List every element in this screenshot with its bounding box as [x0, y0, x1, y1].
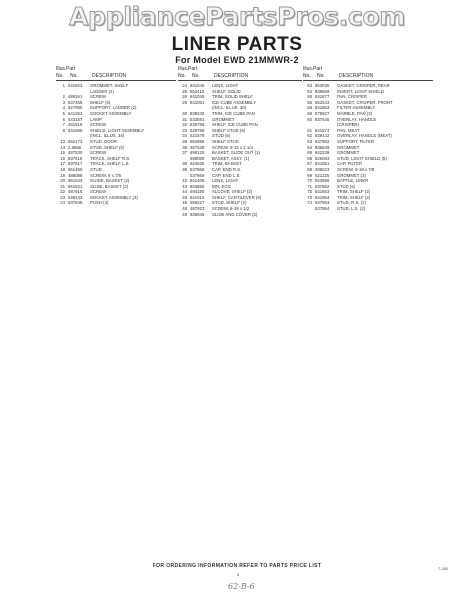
header-rule [303, 80, 433, 81]
part-number: 836546 [190, 211, 205, 217]
illus-number: 55 [307, 94, 312, 100]
part-number: 841046 [190, 83, 205, 88]
handwritten-note: 62-B-6 [228, 582, 255, 591]
illus-number: 18 [60, 166, 65, 172]
illus-number: 15 [60, 150, 65, 156]
part-description: BASKET, ASSY. (1) [212, 155, 250, 161]
part-description: SHIELD, LIGHT ASSEMBLY [90, 127, 145, 133]
part-number: 837902 [315, 138, 330, 144]
illus-number: 74 [307, 200, 312, 206]
header-description: DESCRIPTION [214, 73, 249, 79]
header-illus: Illus. [56, 66, 67, 72]
illus-number: 48 [182, 206, 187, 212]
part-description: TRACK, SHELF R.S. [90, 155, 131, 161]
part-description: (CRISPER) [337, 122, 359, 128]
part-description: PUSH (3) [90, 200, 109, 206]
column-header [178, 66, 302, 83]
illus-number: 8 [62, 127, 65, 133]
header-description: DESCRIPTION [92, 73, 127, 79]
part-description: OVERLAY, HANDLE [337, 116, 377, 122]
illus-number: 56 [307, 99, 312, 105]
part-number: 541253 [68, 110, 83, 116]
header-part: Part [188, 66, 198, 72]
part-number: 584996 [190, 138, 205, 144]
illus-number: 21 [60, 183, 65, 189]
table-row [56, 200, 176, 206]
part-description: (INCL. ILLUS. 30) [212, 105, 247, 111]
part-number: 527065 [68, 105, 83, 111]
part-number: 541065 [68, 127, 83, 133]
illus-number: 38 [182, 161, 187, 167]
header-rule [56, 80, 176, 81]
part-description: SUPPORT, FILTER [337, 138, 375, 144]
part-description: SCREW, 8-15 x 1 1/4 [212, 144, 253, 150]
part-description: SHELF, SOLID [212, 88, 241, 94]
illus-number: 24 [182, 83, 187, 88]
illus-number: 35 [182, 138, 187, 144]
parts-list [303, 83, 433, 212]
part-description: SHELF STUD (6) [212, 127, 246, 133]
part-number: 488161 [68, 94, 83, 100]
part-description: TRIM, BASKET [212, 161, 242, 167]
part-description: BAFFLE, LINER [337, 178, 369, 184]
part-number: 839442 [315, 133, 330, 139]
illus-number: 49 [182, 211, 187, 217]
illus-number: 71 [307, 183, 312, 189]
illus-number: 68 [307, 166, 312, 172]
part-description: BIN, EGG [212, 183, 232, 189]
part-number: 537864 [315, 206, 330, 212]
part-number: 651460 [68, 166, 83, 172]
header-no: No. [303, 73, 311, 79]
table-row [303, 206, 433, 212]
part-description: SHELF STUD [212, 138, 239, 144]
part-description: BASKET, SLIDE OUT (1) [212, 150, 260, 156]
header-part: Part [313, 66, 323, 72]
illus-number: 4 [62, 105, 65, 111]
header-no: No. [56, 73, 64, 79]
header-description: DESCRIPTION [339, 73, 374, 79]
part-description: ICE CUBE ASSEMBLY [212, 99, 257, 105]
illus-number: 32 [182, 122, 187, 128]
illus-number: 24 [60, 200, 65, 206]
part-number: 841051 [190, 99, 205, 105]
illus-number: 46 [182, 200, 187, 206]
part-number: 481916 [68, 122, 83, 128]
illus-number: 44 [182, 189, 187, 195]
part-number: 579627 [315, 110, 330, 116]
part-description: PAN, MEAT [337, 127, 360, 133]
part-description: INSERT, LIGHT SHIELD [337, 88, 384, 94]
part-number: 841877 [315, 94, 330, 100]
part-description: STUD, SHELF (5) [90, 144, 125, 150]
part-description: (INCL. ILLUS. 34) [90, 133, 125, 139]
part-number: 526083 [315, 155, 330, 161]
part-description: SOCKET ASSEMBLY [90, 110, 132, 116]
part-number: 549243 [68, 194, 83, 200]
part-description: STUD, R.S. (2) [337, 200, 366, 206]
part-number: 2.5866 [68, 144, 82, 150]
header-rule [178, 80, 302, 81]
part-description: GROMMET [337, 144, 360, 150]
part-number: 651531 [68, 183, 83, 189]
part-number: 487923 [190, 206, 205, 212]
part-description: FILTER ASSEMBLY [337, 105, 376, 111]
illus-number: 36 [182, 144, 187, 150]
part-number: 533681 [190, 116, 205, 122]
illus-number: 14 [60, 144, 65, 150]
part-description: SUPPORT, LADDER (2) [90, 105, 137, 111]
part-description: GROMMET, SHELF [90, 83, 129, 88]
header-no2: No. [317, 73, 325, 79]
part-description: SCREW [90, 150, 106, 156]
part-number: 652543 [315, 99, 330, 105]
part-description: SCREW, 8-18 x 7/8 [337, 166, 375, 172]
part-number: 543157 [68, 116, 83, 122]
illus-number: 59 [307, 110, 312, 116]
part-description: SHELF, CANTILEVER (6) [212, 194, 262, 200]
part-number: 841010 [190, 194, 205, 200]
part-number: 521578 [190, 133, 205, 139]
illus-number: 33 [182, 127, 187, 133]
illus-number: 25 [182, 88, 187, 94]
illus-number: 64 [307, 144, 312, 150]
part-description: GUIDE, BASKET (2) [90, 178, 130, 184]
illus-number: 26 [182, 94, 187, 100]
illus-number: 2 [62, 94, 65, 100]
illus-number: 30 [182, 110, 187, 116]
part-number: 651533 [68, 178, 83, 184]
illus-number: 42 [182, 178, 187, 184]
part-description: CAP, END L.S. [212, 172, 241, 178]
part-description: STUD, L.S. (2) [337, 206, 366, 212]
part-description: SCREW, 8-18 x 1/2 [212, 206, 250, 212]
part-description: STUD, DOOR [90, 138, 117, 144]
illus-number: 43 [182, 183, 187, 189]
part-description: GASKET, CRISPER, FRONT [337, 99, 393, 105]
parts-list [178, 83, 302, 217]
part-description: LENS, LIGHT [212, 178, 239, 184]
part-number: 837517 [68, 161, 83, 167]
illus-number: 65 [307, 150, 312, 156]
part-description: GROMMET (3) [337, 172, 366, 178]
part-number: 537869 [190, 172, 205, 178]
part-description: LADDER (4) [90, 88, 114, 94]
illus-number: 67 [307, 161, 312, 167]
part-number: 836788 [190, 122, 205, 128]
illus-number: 16 [60, 155, 65, 161]
part-description: SHELF (5) [90, 99, 111, 105]
illus-number: 23 [60, 194, 65, 200]
illus-number: 1 [62, 83, 65, 88]
part-number: 652173 [68, 138, 83, 144]
illus-number: 39 [182, 166, 187, 172]
part-number: 487530 [68, 150, 83, 156]
watermark-text: AppliancePartsPros.com [68, 2, 406, 31]
part-description: TRIM, SOLID SHELF [212, 94, 253, 100]
table-row [178, 212, 302, 218]
illus-number: 70 [307, 178, 312, 184]
illus-number: 29 [182, 99, 187, 105]
part-number: 488088 [68, 172, 83, 178]
illus-number: 22 [60, 189, 65, 195]
part-number: 698089 [190, 155, 205, 161]
part-number: 841049 [190, 94, 205, 100]
part-number: 486023 [315, 166, 330, 172]
illus-number: 5 [62, 110, 65, 116]
part-number: 841406 [190, 178, 205, 184]
part-description: TRACK, SHELF L.S. [90, 161, 130, 167]
part-description: SCREW [90, 122, 106, 128]
part-description: GROMMET [212, 116, 235, 122]
part-description: LENS, LIGHT [212, 83, 239, 88]
part-number: 836649 [315, 144, 330, 150]
illus-number: 69 [307, 172, 312, 178]
part-description: SLIDE AND COVER (2) [212, 211, 258, 217]
part-number: 637458 [68, 99, 83, 105]
illus-number: 45 [182, 194, 187, 200]
part-number: 841851 [315, 161, 330, 167]
illus-number: 31 [182, 116, 187, 122]
part-number: 842239 [315, 150, 330, 156]
part-description: LAMP [90, 116, 102, 122]
page-title: LINER PARTS [171, 34, 303, 55]
column-header [303, 66, 433, 83]
ordering-note: FOR ORDERING INFORMATION REFER TO PARTS PRICE LIST [152, 563, 322, 569]
part-description: PAN, CRISPER [337, 94, 368, 100]
part-description: SLIDE, BASKET (2) [90, 183, 129, 189]
part-number: 656227 [190, 200, 205, 206]
part-number: 487916 [68, 189, 83, 195]
part-number: 537849 [68, 200, 83, 206]
part-number: 841853 [315, 189, 330, 195]
illus-number: 60 [307, 116, 312, 122]
part-description: OVERLAY, HANDLE (MEAT) [337, 133, 392, 139]
part-number: 521225 [315, 172, 330, 178]
part-description: GASKET, CRISPER, REAR [337, 83, 390, 88]
part-number: 843856 [315, 178, 330, 184]
header-no2: No. [192, 73, 200, 79]
part-number: 624635 [190, 161, 205, 167]
header-no: No. [178, 73, 186, 79]
parts-column-3 [303, 66, 433, 212]
part-description: SCREW, 8 x 7/8 [90, 172, 122, 178]
document-code: 7-260 [438, 566, 449, 571]
column-header [56, 66, 176, 83]
part-number: 837516 [68, 155, 83, 161]
part-number: 537863 [315, 200, 330, 206]
model-subtitle: For Model EWD 21MMWR-2 [175, 55, 299, 65]
illus-number: 19 [60, 172, 65, 178]
illus-number: 20 [60, 178, 65, 184]
part-number: 698125 [190, 150, 205, 156]
part-description: STUD (6) [212, 133, 231, 139]
part-description: ALCOVE, SHELF (2) [212, 189, 253, 195]
part-number: 537862 [315, 183, 330, 189]
part-number: 541923 [68, 83, 83, 88]
illus-number: 63 [307, 138, 312, 144]
parts-list [56, 83, 176, 206]
part-number: 841854 [315, 194, 330, 200]
illus-number: 72 [307, 189, 312, 195]
part-description: GROMMET [337, 150, 360, 156]
part-description: STUD [90, 166, 102, 172]
illus-number: 17 [60, 161, 65, 167]
part-description: SHELF, ICE CUBE PAN [212, 122, 258, 128]
part-description: SOCKET ASSEMBLY (3) [90, 194, 138, 200]
illus-number: 66 [307, 155, 312, 161]
part-number: 841874 [315, 127, 330, 133]
parts-column-1 [56, 66, 176, 206]
part-description: SCREW [90, 94, 106, 100]
part-description: STUD (6) [337, 183, 356, 189]
part-number: 537868 [190, 166, 205, 172]
part-description: TRIM, SHELF (2) [337, 189, 371, 195]
illus-number: 6 [62, 116, 65, 122]
header-no2: No. [70, 73, 78, 79]
part-number: 839240 [190, 110, 205, 116]
part-description: STUD, SHELF (2) [212, 200, 247, 206]
illus-number: 58 [307, 105, 312, 111]
illus-number: 62 [307, 133, 312, 139]
part-number: 841853 [315, 105, 330, 111]
part-description: TRIM, SHELF (2) [337, 194, 371, 200]
illus-number: 37 [182, 150, 187, 156]
header-illus: Illus. [178, 66, 189, 72]
part-number: 837645 [315, 116, 330, 122]
illus-number: 73 [307, 194, 312, 200]
part-description: MARBLE, PAN (3) [337, 110, 373, 116]
illus-number: 53 [307, 83, 312, 88]
part-number: 839569 [315, 88, 330, 94]
parts-column-2 [178, 66, 302, 217]
illus-number: 13 [60, 138, 65, 144]
page-number: 3 [237, 572, 240, 577]
illus-number: 7 [62, 122, 65, 128]
part-number: 694180 [190, 189, 205, 195]
part-number: 529758 [190, 127, 205, 133]
part-number: 652415 [190, 88, 205, 94]
part-number: 487539 [190, 144, 205, 150]
illus-number: 54 [307, 88, 312, 94]
part-description: STUD, LIGHT SHIELD (5) [337, 155, 387, 161]
part-description: SCREW [90, 189, 106, 195]
part-description: CAP, END R.S. [212, 166, 242, 172]
header-part: Part [66, 66, 76, 72]
part-description: TRIM, ICE CUBE PAN [212, 110, 255, 116]
illus-number: 3 [62, 99, 65, 105]
illus-number: 34 [182, 133, 187, 139]
part-description: CAP, FILTER [337, 161, 363, 167]
part-number: 853036 [315, 83, 330, 88]
illus-number: 61 [307, 127, 312, 133]
part-number: 843858 [190, 183, 205, 189]
header-illus: Illus. [303, 66, 314, 72]
